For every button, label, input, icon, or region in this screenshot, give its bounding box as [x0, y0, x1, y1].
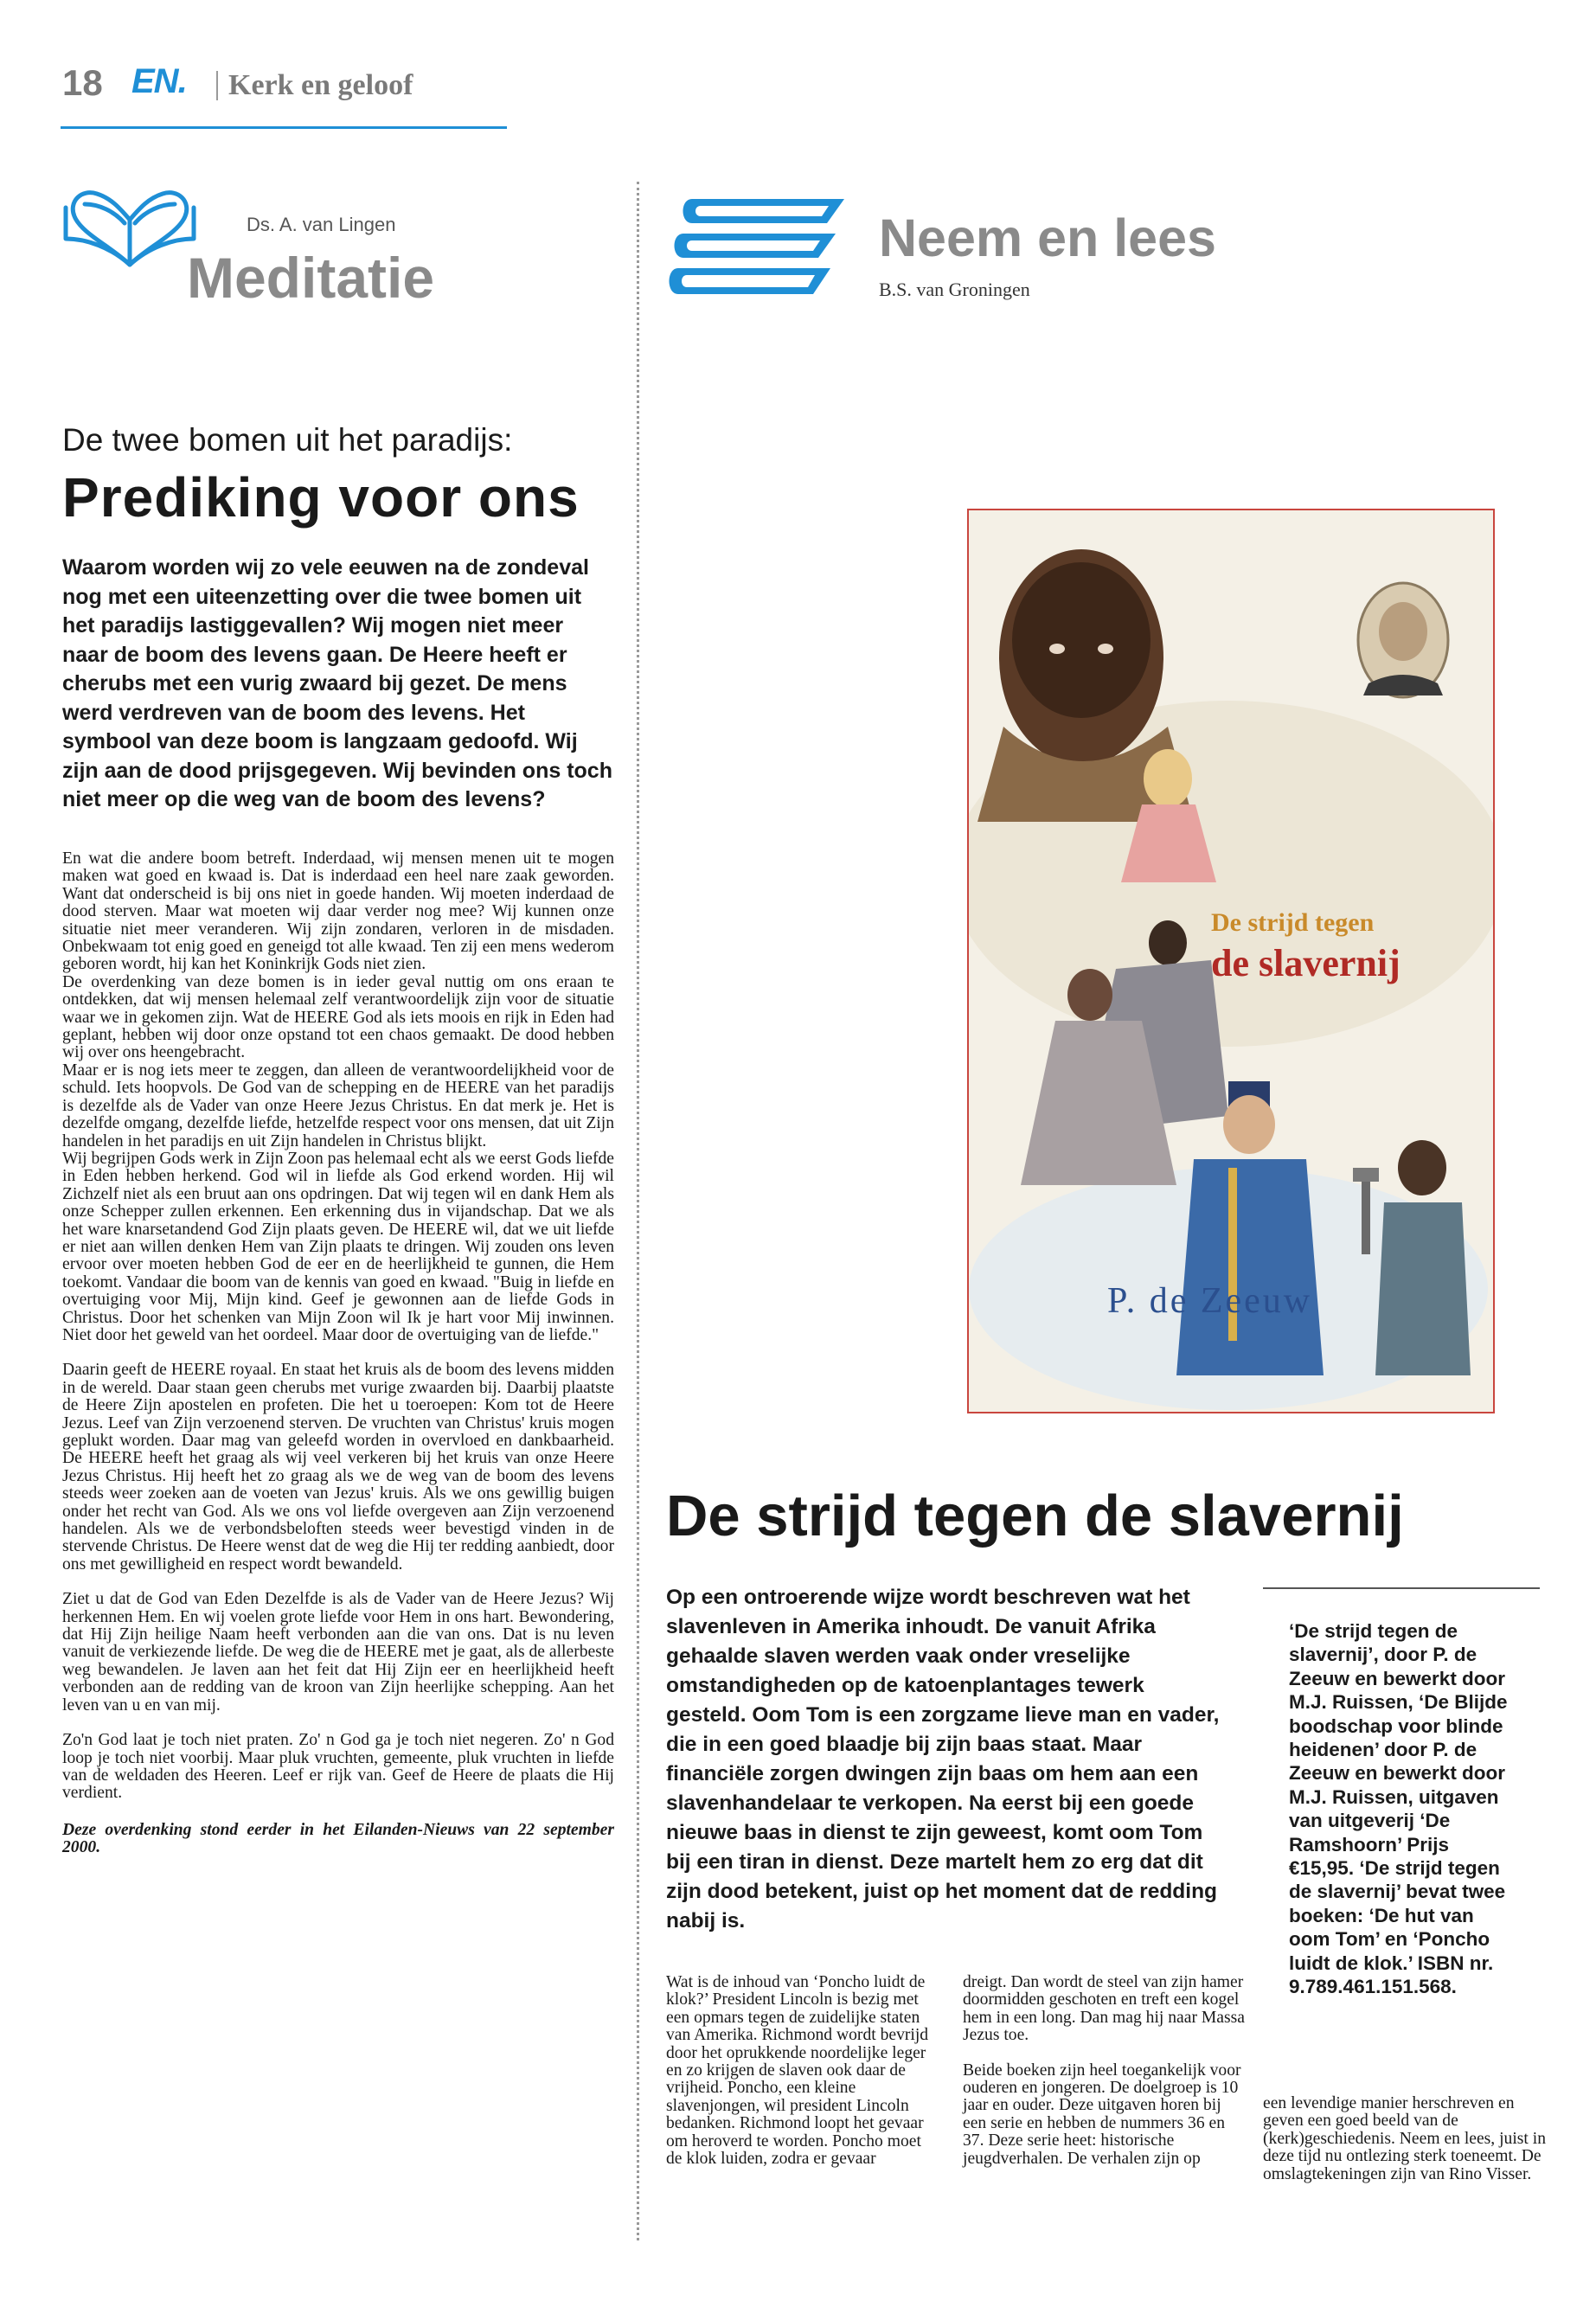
- meditation-headline: Prediking voor ons: [62, 466, 580, 529]
- header-rule: [61, 126, 507, 129]
- book-info-sidebar: ‘De strijd tegen de slavernij’, door P. de Zeeuw en bewerkt door M.J. Ruissen, ‘De Blijde boodschap voor blinde heidenen’ door P. de Zeeuw en bewerkt door M.J. Ruissen, uitgaven van uitgeverij ‘De Ramshoorn’ Prijs €15,95. ‘De strijd tegen de slavernij’ bevat twee boeken: ‘De hut van oom Tom’ en ‘Poncho luidt de klok.’ ISBN nr. 9.789.461.151.568.: [1289, 1620, 1508, 1998]
- body-paragraph: Maar er is nog iets meer te zeggen, dan alleen de verantwoordelijkheid voor de schuld. Iets hoopvols. De God van de schepping en de HEERE van het paradijs is dezelfde als de Vader van onze Heere Jezus Christus. En dat merk je. Het is dezelfde omgang, dezelfde liefde, hetzelfde respect voor ons mensen, dat uit Zijn handelen in het paradijs en uit Zijn handelen in Christus blijkt.: [62, 1061, 614, 1150]
- book-stack-icon: [666, 189, 851, 310]
- body-paragraph: Ziet u dat de God van Eden Dezelfde is als de Vader van de Heere Jezus? Wij herkennen Hem. En wij voelen grote liefde voor Hem in ons hart. Bewondering, dat Hij Zijn heilige Naam heeft verbonden aan die van ons. Dat is nu leven vanuit de verkiezende liefde. De weg die de HEERE met je gaat, als de allerbeste weg bewandelen. Je laven aan het feit dat Hij Zijn eer en heerlijkheid heeft verbonden aan de redding van de kroon van Zijn heerlijke schepping. Aan het leven van u en van mij.: [62, 1590, 614, 1715]
- open-book-heart-icon: [61, 178, 199, 273]
- review-headline: De strijd tegen de slavernij: [666, 1484, 1404, 1548]
- column-divider: [637, 182, 639, 2240]
- body-paragraph: De overdenking van deze bomen is in ieder geval nuttig om ons eraan te ontdekken, dat wij mensen helemaal zelf verantwoordelijk zijn voor de situatie waar we in gekomen zijn. Wat de HEERE God als iets moois en rijk in Eden had geplant, hebben wij door onze opstand tot een chaos gemaakt. De dood hebben wij over ons heengebracht.: [62, 972, 614, 1062]
- body-paragraph: Zo'n God laat je toch niet praten. Zo' n God ga je toch niet negeren. Zo' n God loop je toch niet voorbij. Maar pluk vruchten, gemeente, pluk vruchten in liefde van de weldaden des Heeren. Leef er rijk van. Geef de Heere de plaats die Hij verdient.: [62, 1731, 614, 1803]
- review-column-3: [1263, 2095, 1547, 2183]
- review-author: B.S. van Groningen: [879, 279, 1030, 300]
- review-column-2: [963, 1974, 1248, 2168]
- book-cover: [967, 509, 1495, 1413]
- meditation-intro: Waarom worden wij zo vele eeuwen na de zondeval nog met een uiteenzetting over die twee bomen uit het paradijs lastiggevallen? Wij mogen niet meer naar de boom des levens gaan. De Heere heeft er cherubs met een vurig zwaard bij gezet. De mens werd verdreven van de boom des levens. Het symbool van deze boom is langzaam gedoofd. Wij zijn aan de dood prijsgegeven. Wij bevinden ons toch niet meer op die weg van de boom des levens?: [62, 555, 612, 811]
- body-paragraph: Daarin geeft de HEERE royaal. En staat het kruis als de boom des levens midden in de wereld. Daar staan geen cherubs met vurige zwaarden bij. Daarbij plaatste de Heere Zijn apostelen en profeten. Die het u toeroepen: Kom tot de Heere Jezus. Leef van Zijn verzoenend sterven. De vruchten van Christus' kruis mogen geplukt worden. Daar mag van geleefd worden in overvloed en dankbaarheid. De HEERE heeft het graag als wij veel verkeren bij het kruis van onze Heere Jezus Christus. Hij heeft het zo graag als we de weg van de boom des levens steeds weer zoeken aan de voeten van Jezus' kruis. Als we ons gewillig buigen onder het recht van God. Als we ons vol liefde overgeven aan Zijn verzoenend handelen. Als we de verbondsbeloften steeds weer bevestigd vinden in de stervende Christus. De Heere wenst dat de weg die Hij ter redding aanbiedt, door ons met gewilligheid en respect wordt bewandeld.: [62, 1361, 614, 1574]
- body-paragraph: Wat is de inhoud van ‘Poncho luidt de klok?’ President Lincoln is bezig met een opmars tegen de zuidelijke staten van Amerika. Richmond wordt bevrijd door het oprukkende noordelijke leger en zo krijgen de slaven ook daar de vrijheid. Poncho, een kleine slavenjongen, wil president Lincoln bedanken. Richmond loopt het gevaar om heroverd te worden. Poncho moet de klok luiden, zodra er gevaar: [666, 1973, 929, 2169]
- header-separator: [216, 71, 218, 100]
- cover-title-line2: de slavernij: [1211, 942, 1401, 984]
- body-paragraph: een levendige manier herschreven en geven een goed beeld van de (kerk)geschiedenis. Neem en lees, juist in deze tijd nu ontlezing sterk toeneemt. De omslagtekeningen zijn van Rino Visser.: [1263, 2094, 1546, 2183]
- publication-logo: EN.: [131, 62, 187, 100]
- sidebar-rule: [1263, 1587, 1540, 1589]
- review-column-title: Neem en lees: [879, 208, 1216, 267]
- meditation-author: Ds. A. van Lingen: [247, 214, 396, 235]
- meditation-body: [62, 850, 614, 1857]
- cover-title-line1: De strijd tegen: [1211, 908, 1375, 937]
- review-intro: Op een ontroerende wijze wordt beschreven wat het slavenleven in Amerika inhoudt. De vanuit Afrika gehaalde slaven werden vaak onder vreselijke omstandigheden op de katoenplantages tewerk gesteld. Oom Tom is een zorgzame lieve man en vader, die in een goed blaadje bij zijn baas staat. Maar financiële zorgen dwingen zijn baas om hem aan een slavenhandelaar te verkopen. Na eerst bij een goede nieuwe baas in dienst te zijn geweest, komt oom Tom bij een tiran in dienst. Deze martelt hem zo erg dat dit zijn dood betekent, juist op het moment dat de redding nabij is.: [666, 1586, 1220, 1932]
- meditation-footnote: Deze overdenking stond eerder in het Eilanden-Nieuws van 22 september 2000.: [62, 1820, 614, 1857]
- review-column-1: [666, 1974, 939, 2168]
- body-paragraph: dreigt. Dan wordt de steel van zijn hamer doormidden geschoten en treft een kogel hem in een long. Dan mag hij naar Massa Jezus toe.: [963, 1973, 1245, 2045]
- body-paragraph: En wat die andere boom betreft. Inderdaad, wij mensen menen uit te mogen maken wat goed en kwaad is. Dat is inderdaad een heel nare zaak geworden. Want dat onderscheid is bij ons niet in goede handen. Wij moeten inderdaad de dood sterven. Maar wat moeten wij daar verder nog mee? Wij kunnen onze situatie niet meer veranderen. Wij zijn zondaren, verloren in de misdaden. Onbekwaam tot enig goed en geneigd tot alle kwaad. Ten zij een mens wederom geboren wordt, hij kan het Koninkrijk Gods niet zien.: [62, 849, 614, 974]
- body-paragraph: Beide boeken zijn heel toegankelijk voor ouderen en jongeren. De doelgroep is 10 jaar en ouder. Deze uitgaven horen bij een serie en hebben de nummers 36 en 37. Deze serie heet: historische jeugdverhalen. De verhalen zijn op: [963, 2061, 1241, 2168]
- meditation-subtitle: De twee bomen uit het paradijs:: [62, 422, 513, 458]
- page-number: 18: [62, 62, 103, 103]
- cover-author: P. de Zeeuw: [1107, 1281, 1313, 1321]
- section-title: Kerk en geloof: [228, 69, 413, 101]
- meditation-column-title: Meditatie: [187, 246, 435, 310]
- body-paragraph: Wij begrijpen Gods werk in Zijn Zoon pas helemaal echt als we eerst Gods liefde in Eden hebben herkend. God wil in liefde als God erkend worden. Hij wil Zichzelf niet als een bruut aan ons opdringen. Dat wij tegen wil en dank Hem als onze Schepper zullen erkennen. Een erkenning dus in vijandschap. Dat we als het ware knarsetandend God Zijn plaats geven. De HEERE wil, dat we uit liefde er niet aan willen denken Hem van Zijn plaats te dringen. Wij zouden ons leven ervoor over moeten hebben God de eer en de heerlijkheid te gunnen, die Hem toekomt. Vandaar die boom van de kennis van goed en kwaad. "Buig in liefde en overtuiging voor Mij, Mijn kind. Geef je gewonnen aan de liefde Gods in Christus. Door het schenken van Mijn Zoon wil Ik je hart voor Mij inwinnen. Niet door het geweld van het oordeel. Maar door de overtuiging van de liefde.": [62, 1149, 614, 1344]
